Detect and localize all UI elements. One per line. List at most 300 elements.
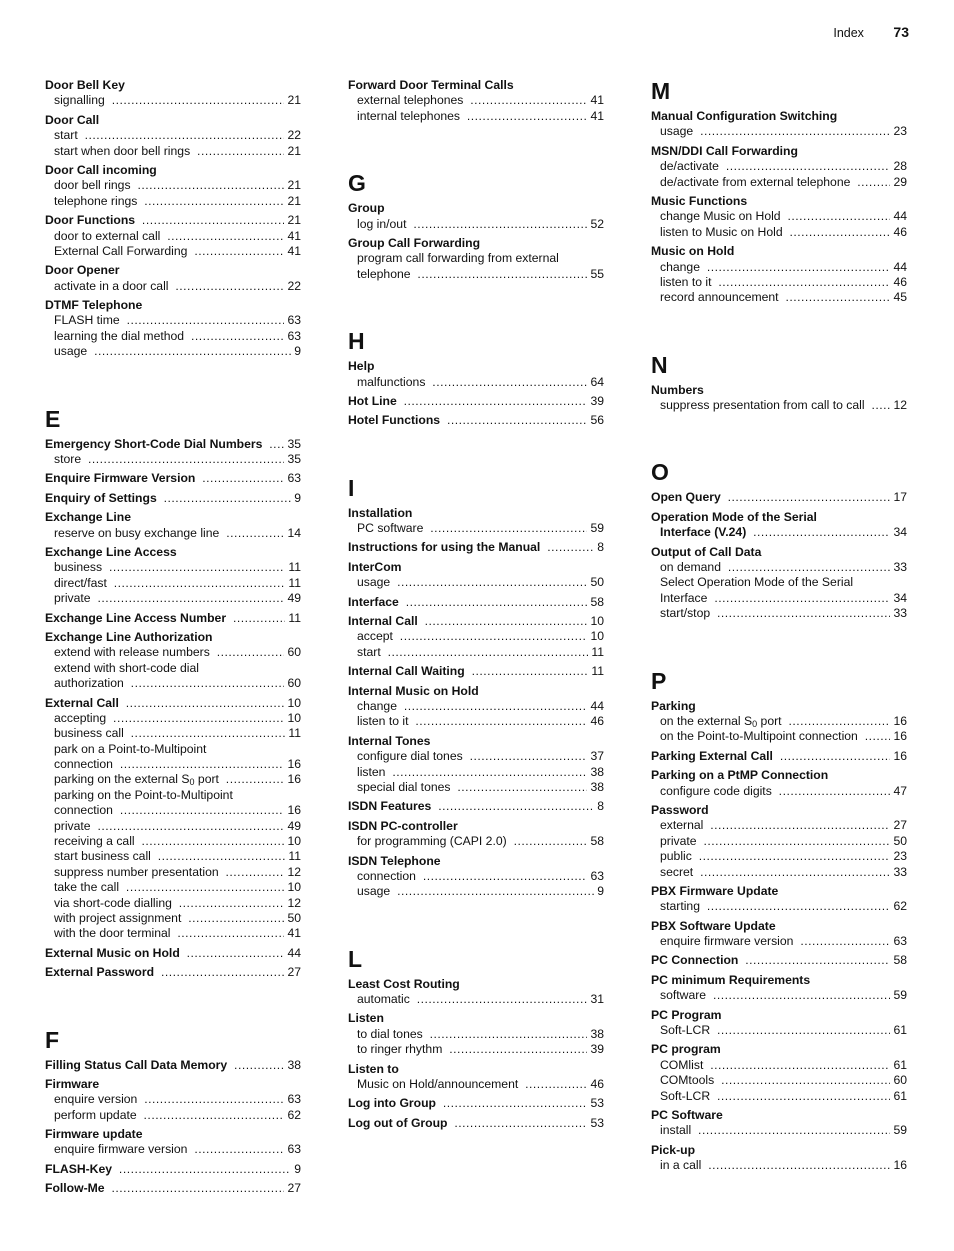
page-reference: 9	[594, 884, 604, 899]
index-subterm	[651, 714, 907, 729]
subterm-label: COMlist	[660, 1058, 706, 1072]
index-subterm	[45, 926, 301, 941]
page-number: 73	[893, 24, 909, 40]
page-reference: 49	[284, 819, 301, 834]
index-subterm	[348, 375, 604, 390]
page-reference: 22	[284, 128, 301, 143]
page-reference: 41	[587, 109, 604, 124]
index-term	[45, 1181, 301, 1196]
index-term	[348, 614, 604, 629]
page-reference: 46	[890, 225, 907, 240]
index-subterm	[651, 1023, 907, 1038]
index-subterm	[45, 819, 301, 834]
index-term	[348, 734, 604, 749]
letter-heading: P	[651, 667, 667, 694]
term-label: Internal Music on Hold	[348, 683, 479, 698]
index-entry	[45, 1181, 301, 1196]
index-term	[651, 1108, 907, 1123]
page-reference: 41	[284, 926, 301, 941]
term-label: Exchange Line Access	[45, 544, 177, 559]
subterm-label: program call forwarding from external	[357, 251, 559, 266]
index-term	[45, 946, 301, 961]
index-term	[348, 394, 604, 409]
section-spacer	[348, 286, 604, 328]
index-entry	[348, 201, 604, 232]
letter-heading: M	[651, 78, 671, 104]
index-term	[45, 545, 301, 560]
index-subterm	[348, 992, 604, 1007]
index-entry	[45, 946, 301, 961]
term-label: Parking on a PtMP Connection	[651, 768, 829, 783]
index-subterm	[348, 869, 604, 884]
index-subterm	[348, 575, 604, 590]
subterm-label: activate in a door call	[54, 279, 172, 293]
index-subterm	[45, 128, 301, 143]
index-subterm	[348, 834, 604, 849]
subterm-label: receiving a call	[54, 834, 138, 848]
subterm-label: change Music on Hold	[660, 209, 784, 223]
subterm-label: on demand	[660, 560, 724, 574]
index-subterm	[45, 1142, 301, 1157]
index-term	[45, 437, 301, 452]
page-reference: 16	[890, 729, 907, 744]
index-term	[45, 298, 301, 313]
index-subterm	[45, 865, 301, 880]
index-subterm	[651, 1089, 907, 1104]
page-reference: 16	[890, 714, 907, 729]
term-label: External Music on Hold	[45, 946, 183, 960]
letter-heading: I	[348, 474, 355, 501]
index-entry	[651, 749, 907, 764]
subterm-label: start when door bell rings	[54, 144, 193, 158]
page-reference: 63	[284, 471, 301, 486]
index-subterm	[45, 576, 301, 591]
index-entry	[348, 819, 604, 850]
index-entry	[651, 1008, 907, 1039]
index-subterm	[45, 788, 301, 803]
index-term	[651, 1143, 907, 1158]
page-reference: 33	[890, 606, 907, 621]
term-label: Exchange Line Access Number	[45, 611, 229, 625]
index-column-3	[651, 78, 907, 1178]
subterm-label: take the call	[54, 880, 122, 894]
page-reference: 10	[587, 629, 604, 644]
subterm-label: configure code digits	[660, 784, 775, 798]
index-entry	[45, 298, 301, 360]
index-subterm	[348, 780, 604, 795]
subterm-label: door bell rings	[54, 178, 134, 192]
page-reference: 56	[587, 413, 604, 428]
index-subterm	[651, 525, 907, 540]
page-reference: 61	[890, 1089, 907, 1104]
index-subterm	[45, 880, 301, 895]
page-reference: 11	[285, 726, 301, 741]
subterm-label: on the Point-to-Multipoint connection	[660, 729, 861, 743]
page-reference: 44	[284, 946, 301, 961]
subterm-label: parking on the Point-to-Multipoint	[54, 787, 233, 802]
subterm-label: listen to it	[660, 275, 714, 289]
index-term	[45, 263, 301, 278]
subterm-label: private	[54, 591, 94, 605]
term-label: Hotel Functions	[348, 413, 443, 427]
index-term	[651, 884, 907, 899]
index-subterm	[45, 834, 301, 849]
index-subterm	[45, 711, 301, 726]
term-label: Door Call	[45, 112, 100, 127]
page-reference: 50	[587, 575, 604, 590]
index-subterm	[651, 606, 907, 621]
subterm-label: authorization	[54, 676, 127, 690]
index-term	[45, 78, 301, 93]
term-label: Hot Line	[348, 394, 400, 408]
page-reference: 29	[890, 175, 907, 190]
page-reference: 55	[587, 267, 604, 282]
term-label: Log into Group	[348, 1096, 439, 1110]
page-reference: 21	[284, 93, 301, 108]
term-label: Door Call incoming	[45, 162, 157, 177]
index-term	[348, 506, 604, 521]
index-column-2	[348, 78, 604, 1135]
term-label: ISDN PC-controller	[348, 818, 458, 833]
index-entry	[651, 194, 907, 240]
index-subterm	[45, 591, 301, 606]
page-reference: 60	[284, 645, 301, 660]
page-reference: 11	[588, 664, 604, 679]
index-term	[348, 560, 604, 575]
index-term	[651, 144, 907, 159]
subterm-label: listen	[357, 765, 388, 779]
letter-heading: O	[651, 459, 669, 486]
term-label: InterCom	[348, 559, 402, 574]
index-entry	[348, 664, 604, 679]
page-reference: 9	[291, 1162, 301, 1177]
index-entry	[45, 545, 301, 607]
index-term	[348, 854, 604, 869]
page-reference: 63	[587, 869, 604, 884]
index-subterm	[45, 911, 301, 926]
index-subterm	[651, 988, 907, 1003]
index-entry	[45, 491, 301, 506]
subterm-label: Music on Hold/announcement	[357, 1077, 521, 1091]
subterm-label: usage	[54, 344, 90, 358]
index-term	[651, 194, 907, 209]
term-label: Password	[651, 802, 709, 817]
index-term	[651, 244, 907, 259]
index-entry	[45, 1058, 301, 1073]
page-reference: 60	[284, 676, 301, 691]
index-subterm	[45, 676, 301, 691]
page-reference: 16	[890, 749, 907, 764]
index-term	[348, 540, 604, 555]
term-label: Numbers	[651, 382, 704, 397]
subterm-label: business	[54, 560, 105, 574]
page-reference: 38	[587, 765, 604, 780]
term-label: PC program	[651, 1042, 721, 1057]
page-reference: 8	[594, 540, 604, 555]
page-reference: 41	[284, 244, 301, 259]
index-entry	[348, 684, 604, 730]
page-reference: 44	[890, 260, 907, 275]
subscript: 0	[189, 777, 195, 788]
index-subterm	[45, 329, 301, 344]
subscript: 0	[752, 718, 758, 729]
index-subterm	[45, 726, 301, 741]
term-label: Exchange Line Authorization	[45, 629, 213, 644]
index-subterm	[45, 279, 301, 294]
section-spacer	[348, 433, 604, 475]
index-term	[45, 1058, 301, 1073]
subterm-label: start	[357, 645, 384, 659]
term-label: Listen	[348, 1011, 384, 1026]
subterm-label: connection	[54, 803, 116, 817]
index-entry	[45, 510, 301, 541]
subterm-label: private	[660, 834, 700, 848]
page-reference: 63	[284, 329, 301, 344]
term-label: Emergency Short-Code Dial Numbers	[45, 437, 265, 451]
page-reference: 44	[587, 699, 604, 714]
index-term	[651, 510, 907, 525]
index-term	[348, 78, 604, 93]
index-entry	[651, 244, 907, 306]
index-subterm	[45, 313, 301, 328]
index-term	[651, 768, 907, 783]
index-term	[651, 803, 907, 818]
page-reference: 61	[890, 1058, 907, 1073]
subterm-label: business call	[54, 726, 127, 740]
index-term	[651, 1042, 907, 1057]
index-term	[348, 664, 604, 679]
index-entry	[45, 163, 301, 209]
index-entry	[45, 1077, 301, 1123]
term-label: Internal Call Waiting	[348, 664, 468, 678]
page-reference: 53	[587, 1116, 604, 1131]
index-entry	[45, 213, 301, 259]
index-subterm	[651, 398, 907, 413]
term-label: PC Program	[651, 1007, 722, 1022]
subterm-label: learning the dial method	[54, 329, 187, 343]
page-reference: 28	[890, 159, 907, 174]
page-reference: 9	[291, 344, 301, 359]
subterm-label: change	[357, 699, 400, 713]
index-subterm	[651, 260, 907, 275]
subterm-label: with the door terminal	[54, 926, 174, 940]
index-entry	[651, 1042, 907, 1104]
term-label: Internal Tones	[348, 733, 431, 748]
index-subterm	[348, 765, 604, 780]
term-label: Help	[348, 359, 375, 374]
page-reference: 64	[587, 375, 604, 390]
subterm-label: telephone rings	[54, 194, 140, 208]
index-entry	[651, 545, 907, 622]
page-reference: 46	[587, 714, 604, 729]
page-reference: 63	[284, 1092, 301, 1107]
section-spacer	[651, 626, 907, 668]
index-subterm	[651, 899, 907, 914]
index-term	[45, 510, 301, 525]
section-spacer	[348, 904, 604, 946]
index-term	[651, 699, 907, 714]
subterm-label: accept	[357, 629, 396, 643]
page-reference: 11	[285, 576, 301, 591]
index-subterm	[45, 896, 301, 911]
index-subterm	[348, 521, 604, 536]
term-label: Follow-Me	[45, 1181, 108, 1195]
index-subterm	[651, 575, 907, 590]
subterm-label: listen to it	[357, 714, 411, 728]
index-entry	[348, 854, 604, 900]
index-subterm	[651, 1073, 907, 1088]
page-header	[833, 24, 909, 40]
term-label: PC Software	[651, 1107, 723, 1122]
index-term	[45, 471, 301, 486]
page-reference: 27	[890, 818, 907, 833]
section-spacer	[651, 417, 907, 459]
subterm-label: suppress number presentation	[54, 865, 222, 879]
page-reference: 27	[284, 965, 301, 980]
page-reference: 11	[285, 611, 301, 626]
index-term	[45, 491, 301, 506]
subterm-label: in a call	[660, 1158, 704, 1172]
term-label: Firmware	[45, 1076, 100, 1091]
term-label: Group Call Forwarding	[348, 235, 481, 250]
page-reference: 46	[890, 275, 907, 290]
index-term	[651, 953, 907, 968]
term-label: DTMF Telephone	[45, 298, 143, 313]
page-reference: 52	[587, 217, 604, 232]
page-reference: 63	[890, 934, 907, 949]
letter-heading: E	[45, 405, 61, 432]
index-entry	[651, 973, 907, 1004]
index-subterm	[45, 742, 301, 757]
page-reference: 60	[890, 1073, 907, 1088]
term-label: PC Connection	[651, 953, 741, 967]
subterm-label: park on a Point-to-Multipoint	[54, 741, 207, 756]
index-term	[45, 1162, 301, 1177]
page-reference: 59	[587, 521, 604, 536]
subterm-label: listen to Music on Hold	[660, 225, 786, 239]
index-entry	[45, 78, 301, 109]
page-reference: 33	[890, 865, 907, 880]
index-entry	[45, 437, 301, 468]
page-reference: 9	[291, 491, 301, 506]
term-label: MSN/DDI Call Forwarding	[651, 143, 798, 158]
page-reference: 12	[284, 865, 301, 880]
subterm-label: to ringer rhythm	[357, 1042, 445, 1056]
index-entry	[651, 510, 907, 541]
index-entry	[348, 413, 604, 428]
index-entry	[348, 394, 604, 409]
page-reference: 23	[890, 849, 907, 864]
subterm-label: reserve on busy exchange line	[54, 526, 222, 540]
index-term	[348, 799, 604, 814]
page-reference: 38	[284, 1058, 301, 1073]
index-subterm	[45, 178, 301, 193]
index-subterm	[348, 267, 604, 282]
letter-heading: L	[348, 945, 363, 972]
page-reference: 58	[587, 595, 604, 610]
index-term	[45, 1127, 301, 1142]
subterm-label: log in/out	[357, 217, 409, 231]
subterm-label: start/stop	[660, 606, 713, 620]
index-subterm	[348, 251, 604, 266]
index-term	[348, 595, 604, 610]
page-reference: 34	[890, 525, 907, 540]
index-entry	[348, 236, 604, 282]
index-entry	[348, 506, 604, 537]
subterm-label: extend with release numbers	[54, 645, 213, 659]
page-reference: 14	[284, 526, 301, 541]
term-label: Enquire Firmware Version	[45, 471, 198, 485]
index-subterm	[45, 803, 301, 818]
page-reference: 21	[284, 178, 301, 193]
term-label: Music on Hold	[651, 244, 735, 259]
index-term	[651, 919, 907, 934]
subterm-label: on the external $S_0$ port	[660, 714, 785, 728]
page-reference: 11	[588, 645, 604, 660]
index-subterm	[348, 749, 604, 764]
index-subterm	[651, 818, 907, 833]
subterm-label: door to external call	[54, 229, 163, 243]
index-subterm	[651, 784, 907, 799]
subterm-label: Select Operation Mode of the Serial	[660, 575, 854, 590]
page-reference: 49	[284, 591, 301, 606]
subterm-label: external telephones	[357, 93, 466, 107]
page-reference: 12	[284, 896, 301, 911]
index-subterm	[348, 714, 604, 729]
term-label: PBX Software Update	[651, 918, 776, 933]
subterm-label: de/activate	[660, 159, 722, 173]
page-reference: 58	[890, 953, 907, 968]
index-term	[651, 490, 907, 505]
index-subterm	[651, 225, 907, 240]
page-reference: 37	[587, 749, 604, 764]
index-subterm	[348, 884, 604, 899]
index-entry	[651, 768, 907, 799]
index-term	[45, 611, 301, 626]
page-reference: 62	[890, 899, 907, 914]
subterm-label: via short-code dialling	[54, 896, 175, 910]
index-entry	[651, 1108, 907, 1139]
section-title: Index	[833, 26, 864, 40]
index-term	[651, 749, 907, 764]
term-label: ISDN Features	[348, 799, 434, 813]
index-entry	[651, 919, 907, 950]
page-reference: 10	[587, 614, 604, 629]
term-label: Enquiry of Settings	[45, 491, 160, 505]
term-label: Music Functions	[651, 193, 748, 208]
index-subterm	[348, 1027, 604, 1042]
term-label: Parking	[651, 698, 696, 713]
page-reference: 38	[587, 780, 604, 795]
index-subterm	[651, 834, 907, 849]
subterm-label: direct/fast	[54, 576, 110, 590]
term-label: Pick-up	[651, 1142, 696, 1157]
page-reference: 31	[587, 992, 604, 1007]
index-subterm	[348, 645, 604, 660]
page-reference: 23	[890, 124, 907, 139]
term-label: PC minimum Requirements	[651, 972, 811, 987]
letter-heading: F	[45, 1026, 60, 1053]
page-reference: 34	[890, 591, 907, 606]
index-entry	[45, 965, 301, 980]
subterm-label: with project assignment	[54, 911, 184, 925]
page-reference: 8	[594, 799, 604, 814]
index-term	[45, 1077, 301, 1092]
letter-heading: G	[348, 170, 366, 197]
page-reference: 62	[284, 1108, 301, 1123]
index-entry	[651, 1143, 907, 1174]
subterm-label: usage	[357, 575, 393, 589]
